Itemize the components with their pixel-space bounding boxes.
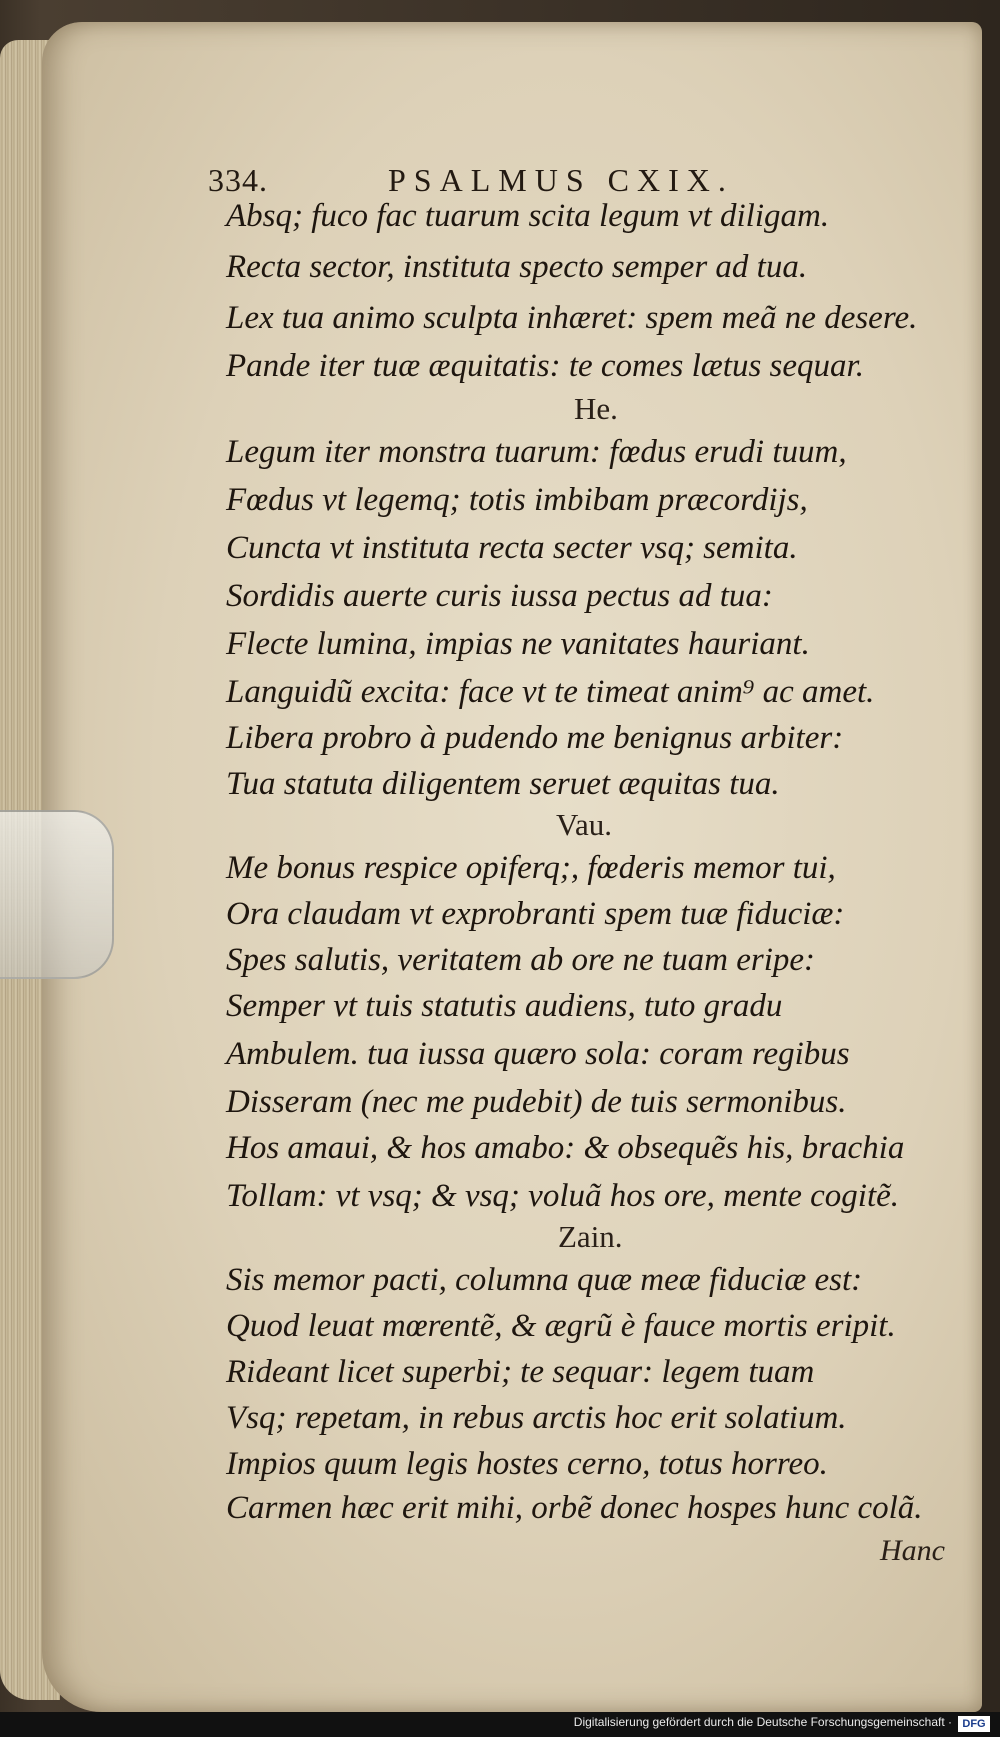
- verse-line: Lex tua animo sculpta inhæret: spem meã ne desere.: [226, 300, 918, 336]
- catchword: Hanc: [880, 1534, 945, 1567]
- verse-line: Absq; fuco fac tuarum scita legum vt diligam.: [226, 198, 830, 234]
- verse-line: Quod leuat mœrentẽ, & ægrũ è fauce mortis eripit.: [226, 1308, 896, 1344]
- section-heading-vau: Vau.: [556, 807, 612, 842]
- verse-line: Ora claudam vt exprobranti spem tuæ fiduciæ:: [226, 896, 845, 932]
- verse-line: Tollam: vt vsq; & vsq; voluã hos ore, mente cogitẽ.: [226, 1178, 900, 1214]
- verse-line: Languidũ excita: face vt te timeat anim⁹ ac amet.: [226, 674, 875, 710]
- verse-line: Disseram (nec me pudebit) de tuis sermonibus.: [226, 1084, 847, 1120]
- verse-line: Pande iter tuæ æquitatis: te comes lætus sequar.: [226, 348, 864, 384]
- section-heading-he: He.: [574, 391, 618, 426]
- verse-line: Carmen hæc erit mihi, orbẽ donec hospes hunc colã.: [226, 1490, 923, 1526]
- verse-line: Fœdus vt legemq; totis imbibam præcordijs,: [226, 482, 808, 518]
- verse-line: Flecte lumina, impias ne vanitates hauriant.: [226, 626, 810, 662]
- psalm-title: PSALMUS CXIX.: [388, 162, 734, 198]
- verse-line: Me bonus respice opiferq;, fœderis memor tui,: [226, 850, 836, 886]
- verse-line: Recta sector, instituta specto semper ad tua.: [226, 249, 808, 285]
- verse-line: Legum iter monstra tuarum: fœdus erudi tuum,: [226, 434, 847, 470]
- verse-line: Sis memor pacti, columna quæ meæ fiduciæ est:: [226, 1262, 863, 1298]
- dfg-logo-icon: DFG: [958, 1716, 990, 1732]
- verse-line: Libera probro à pudendo me benignus arbiter:: [226, 720, 844, 756]
- verse-line: Tua statuta diligentem seruet æquitas tua.: [226, 766, 780, 802]
- verse-line: Hos amaui, & hos amabo: & obsequẽs his, brachia: [226, 1130, 905, 1166]
- verse-line: Spes salutis, veritatem ab ore ne tuam eripe:: [226, 942, 816, 978]
- digitization-footer: [0, 1712, 1000, 1737]
- glass-clip: [0, 810, 114, 979]
- verse-line: Impios quum legis hostes cerno, totus horreo.: [226, 1446, 828, 1482]
- verse-line: Semper vt tuis statutis audiens, tuto gradu: [226, 988, 783, 1024]
- funding-credit: Digitalisierung gefördert durch die Deutsche Forschungsgemeinschaft ·: [573, 1715, 952, 1729]
- verse-line: Sordidis auerte curis iussa pectus ad tua:: [226, 578, 773, 614]
- verse-line: Vsq; repetam, in rebus arctis hoc erit solatium.: [226, 1400, 847, 1436]
- verse-line: Ambulem. tua iussa quæro sola: coram regibus: [226, 1036, 850, 1072]
- verse-line: Rideant licet superbi; te sequar: legem tuam: [226, 1354, 815, 1390]
- section-heading-zain: Zain.: [558, 1219, 623, 1254]
- folio-number: 334.: [208, 162, 268, 198]
- verse-line: Cuncta vt instituta recta secter vsq; semita.: [226, 530, 798, 566]
